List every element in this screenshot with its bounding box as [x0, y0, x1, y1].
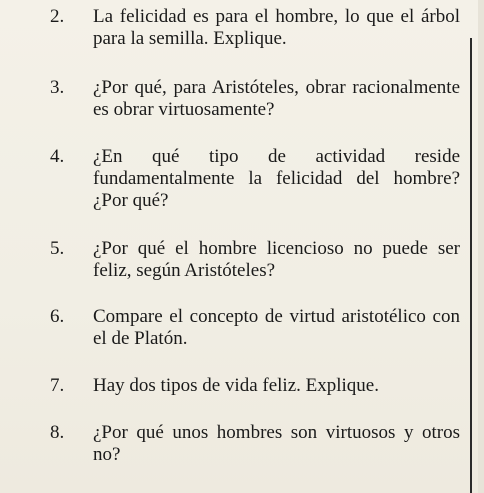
question-number: 3. — [50, 77, 65, 98]
question-text: La felicidad es para el hombre, lo que el árbol para la semilla. Explique. — [93, 6, 460, 49]
question-number: 5. — [50, 238, 65, 259]
question-text: ¿Por qué, para Aristóteles, obrar racionalmente es obrar virtuosamente? — [93, 77, 460, 120]
question-text: Hay dos tipos de vida feliz. Explique. — [93, 375, 379, 396]
question-text: Compare el concepto de virtud aristotélico con el de Platón. — [93, 306, 460, 349]
question-number: 6. — [50, 306, 65, 327]
question-number: 7. — [50, 375, 65, 396]
question-number: 8. — [50, 422, 65, 443]
question-text: ¿Por qué el hombre licencioso no puede ser feliz, según Aristóteles? — [93, 238, 460, 281]
question-text: ¿Por qué unos hombres son virtuosos y otros no? — [93, 422, 460, 465]
question-text: ¿En qué tipo de actividad reside fundamentalmente la felicidad del hombre? ¿Por qué? — [93, 146, 460, 211]
page-edge — [478, 0, 484, 493]
margin-rule — [470, 38, 472, 493]
question-number: 2. — [50, 6, 65, 27]
question-number: 4. — [50, 146, 65, 167]
